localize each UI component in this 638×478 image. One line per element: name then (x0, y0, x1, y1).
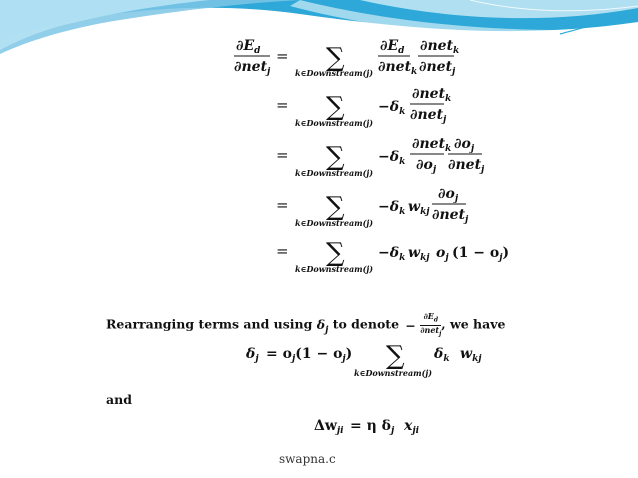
delta-mid: = $o_j(1 - o_j)$ (266, 346, 353, 364)
sum-symbol: ∑ (386, 341, 405, 371)
update-rhs: = η $\delta_j$ (350, 418, 395, 436)
derivation-line-1 (88, 34, 550, 80)
weight-term: $w_{kj}$ (408, 245, 430, 263)
delta-term: $-\delta_k$ (378, 149, 406, 167)
equals-sign: = (276, 96, 289, 114)
delta-term: $-\delta_k$ (378, 99, 406, 117)
footer-author: swapna.c (279, 452, 336, 466)
derivation-line-4 (88, 184, 550, 230)
output-term: $o_j$ (436, 245, 449, 263)
sum-limit: k∈Downstream(j) (295, 218, 374, 228)
update-lhs: $\Delta w_{ji}$ (314, 418, 344, 436)
weight-update-equation (88, 406, 550, 452)
lhs-denominator: ∂net$_j$ (234, 59, 271, 77)
paren-term: $(1 - o_j)$ (452, 245, 510, 263)
fraction-numerator: ∂net$_k$ (412, 86, 452, 104)
weight-term: $w_{kj}$ (408, 199, 430, 217)
derivation-line-3 (88, 134, 550, 180)
lhs-numerator: $\partial E_d$ (236, 38, 261, 56)
equals-sign: = (276, 242, 289, 260)
sum-limit: k∈Downstream(j) (295, 264, 374, 274)
fraction-denominator: ∂net$_j$ (432, 207, 469, 225)
fraction-2-denominator: ∂net$_j$ (448, 157, 485, 175)
fraction-2-numerator: ∂net$_k$ (420, 38, 460, 56)
delta-k-term: $\delta_k$ (434, 346, 450, 364)
delta-term: $-\delta_k$ (378, 199, 406, 217)
equals-sign: = (276, 47, 289, 65)
fraction-2-denominator: ∂net$_j$ (419, 59, 456, 77)
and-text: and (106, 392, 132, 407)
derivation-line-2 (88, 84, 550, 130)
input-term: $x_{ji}$ (404, 418, 420, 436)
fraction-1-numerator: ∂net$_k$ (412, 136, 452, 154)
fraction-denominator: ∂net$_j$ (410, 107, 447, 125)
content-panel (88, 34, 550, 440)
weight-term: $w_{kj}$ (460, 346, 482, 364)
delta-term: $-\delta_k$ (378, 245, 406, 263)
derivation-line-5 (88, 230, 550, 276)
fraction-2-numerator: $\partial o_j$ (454, 136, 475, 154)
sum-symbol: ∑ (326, 43, 345, 73)
sum-symbol: ∑ (326, 142, 345, 172)
sum-limit: k∈Downstream(j) (295, 168, 374, 178)
fraction-numerator: $\partial o_j$ (438, 186, 459, 204)
sum-limit: k∈Downstream(j) (354, 368, 433, 378)
sum-symbol: ∑ (326, 238, 345, 268)
sum-limit: k∈Downstream(j) (295, 118, 374, 128)
fraction-1-numerator: $\partial E_d$ (380, 38, 405, 56)
sum-symbol: ∑ (326, 92, 345, 122)
equals-sign: = (276, 146, 289, 164)
fraction-1-denominator: ∂net$_k$ (378, 59, 418, 77)
equals-sign: = (276, 196, 289, 214)
sum-symbol: ∑ (326, 192, 345, 222)
sum-limit: k∈Downstream(j) (295, 68, 374, 78)
rearranging-text: Rearranging terms and using $\delta_j$ to denote − $\partial E_d$ ∂net$_j$ , we have (106, 311, 506, 338)
fraction-1-denominator: $\partial o_j$ (416, 157, 437, 175)
delta-lhs: $\delta_j$ (246, 346, 259, 364)
delta-equation (88, 334, 550, 380)
